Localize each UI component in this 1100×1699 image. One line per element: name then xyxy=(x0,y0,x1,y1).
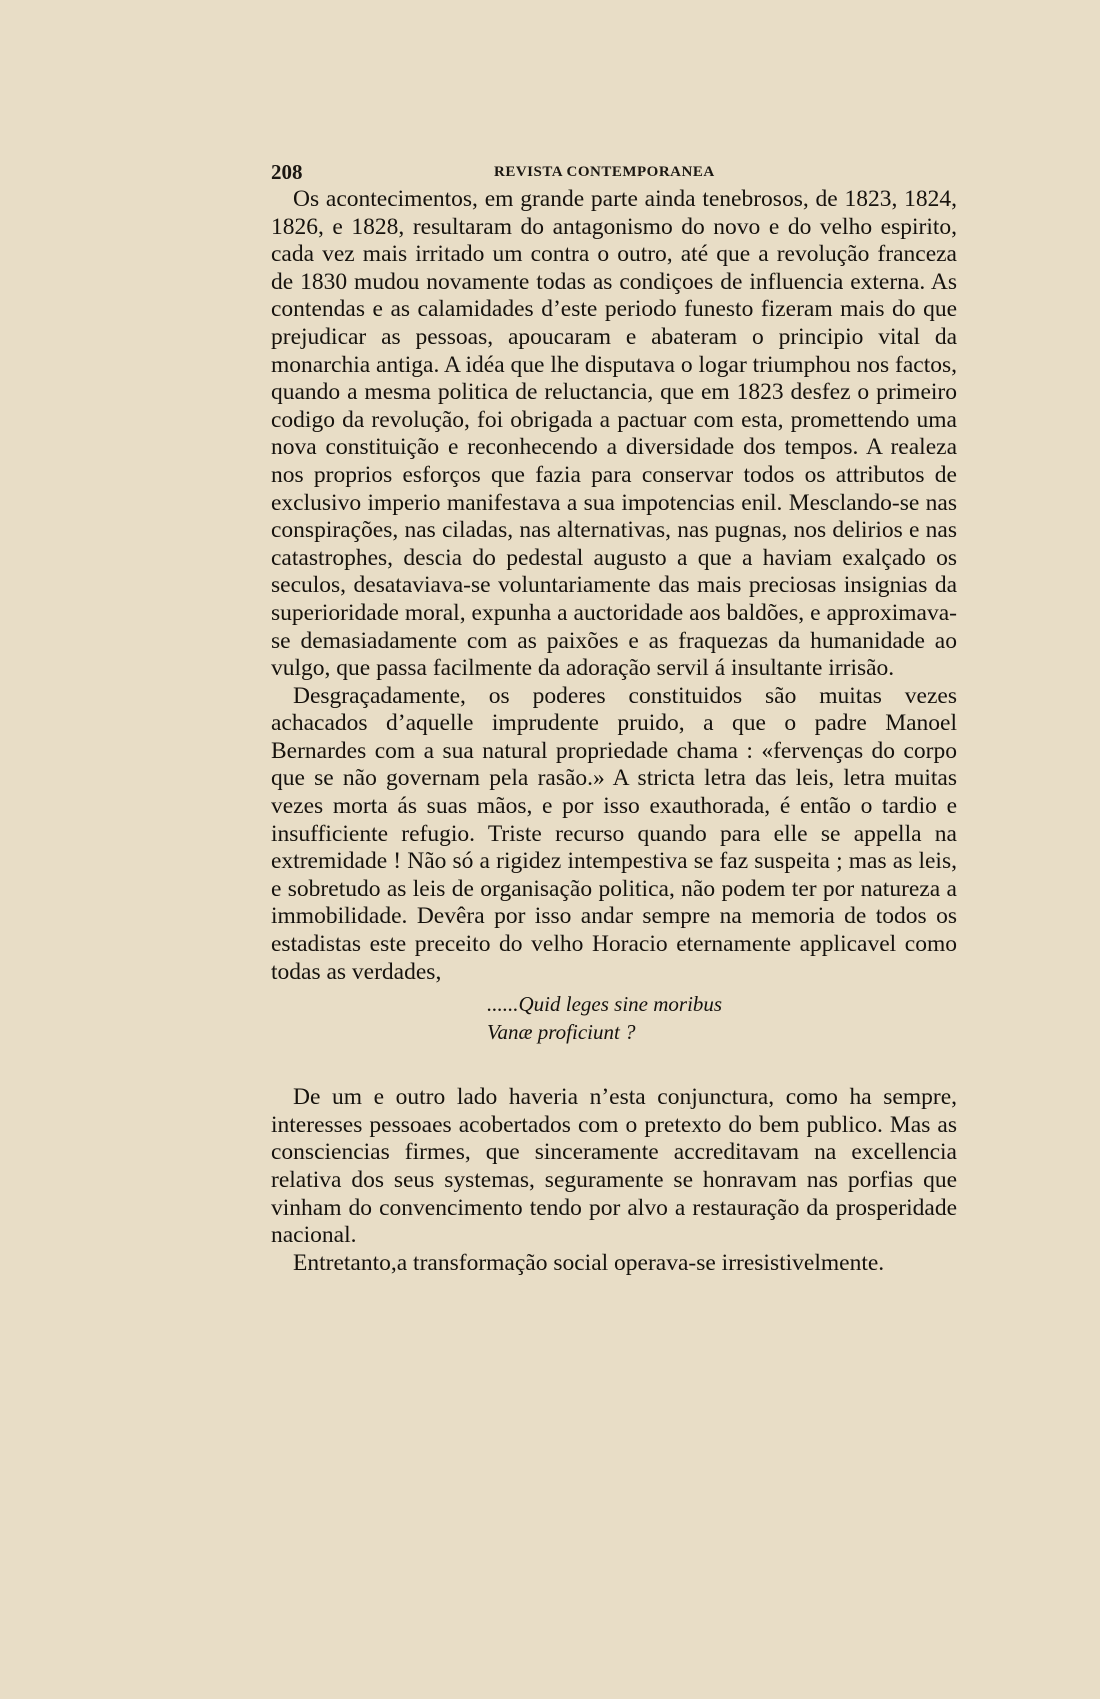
paragraph: Desgraçadamente, os poderes constituidos são muitas vezes achacados d’aquelle imprudente pruido, a que o padre Manoel Bernardes com a sua natural propriedade chama : «fervenças do corpo que se não governam pela rasão.» A stricta letra das leis, letra muitas vezes morta ás suas mãos, e por isso exauthorada, é então o tardio e insufficiente refugio. Triste recurso quando para elle se appella na extremidade ! Não só a rigidez intempestiva se faz suspeita ; mas as leis, e sobretudo as leis de organisação politica, não podem ter por natureza a immobilidade. Devêra por isso andar sempre na memoria de todos os estadistas este preceito do velho Horacio eternamente applicavel como todas as verdades, xyxy=(271,682,957,985)
paragraph: De um e outro lado haveria n’esta conjunctura, como ha sempre, interesses pessoaes acobertados com o pretexto do bem publico. Mas as consciencias firmes, que sinceramente accreditavam na excellencia relativa dos seus systemas, seguramente se honravam nas porfias que vinham do convencimento tendo por alvo a restauração da prosperidade nacional. xyxy=(271,1084,957,1249)
running-head: REVISTA CONTEMPORANEA xyxy=(494,164,715,180)
page-number: 208 xyxy=(271,160,303,184)
section-gap xyxy=(271,1046,957,1084)
paragraph: Entretanto,a transformação social operava-se irresistivelmente. xyxy=(293,1249,885,1276)
page-header xyxy=(271,160,961,184)
verse-line: ......Quid leges sine moribus xyxy=(487,992,723,1017)
verse-quote xyxy=(487,990,957,1046)
verse-line: Vanæ proficiunt ? xyxy=(487,1020,636,1045)
paragraph: Os acontecimentos, em grande parte ainda tenebrosos, de 1823, 1824, 1826, e 1828, resultaram do antagonismo do novo e do velho espirito, cada vez mais irritado um contra o outro, até que a revolução franceza de 1830 mudou novamente todas as condiçoes de influencia externa. As contendas e as calamidades d’este periodo funesto fizeram mais do que prejudicar as pessoas, apoucaram e abateram o principio vital da monarchia antiga. A idéa que lhe disputava o logar triumphou nos factos, quando a mesma politica de reluctancia, que em 1823 desfez o primeiro codigo da revolução, foi obrigada a pactuar com esta, promettendo uma nova constituição e reconhecendo a diversidade dos tempos. A realeza nos proprios esforços que fazia para conservar todos os attributos de exclusivo imperio manifestava a sua impotencias enil. Mesclando-se nas conspirações, nas ciladas, nas alternativas, nas pugnas, nos delirios e nas catastrophes, descia do pedestal augusto a que a haviam exalçado os seculos, desataviava-se voluntariamente das mais preciosas insignias da superioridade moral, expunha a auctoridade aos baldões, e approximava-se demasiadamente com as paixões e as fraquezas da humanidade ao vulgo, que passa facilmente da adoração servil á insultante irrisão. xyxy=(271,186,957,682)
body-text xyxy=(271,186,957,1277)
